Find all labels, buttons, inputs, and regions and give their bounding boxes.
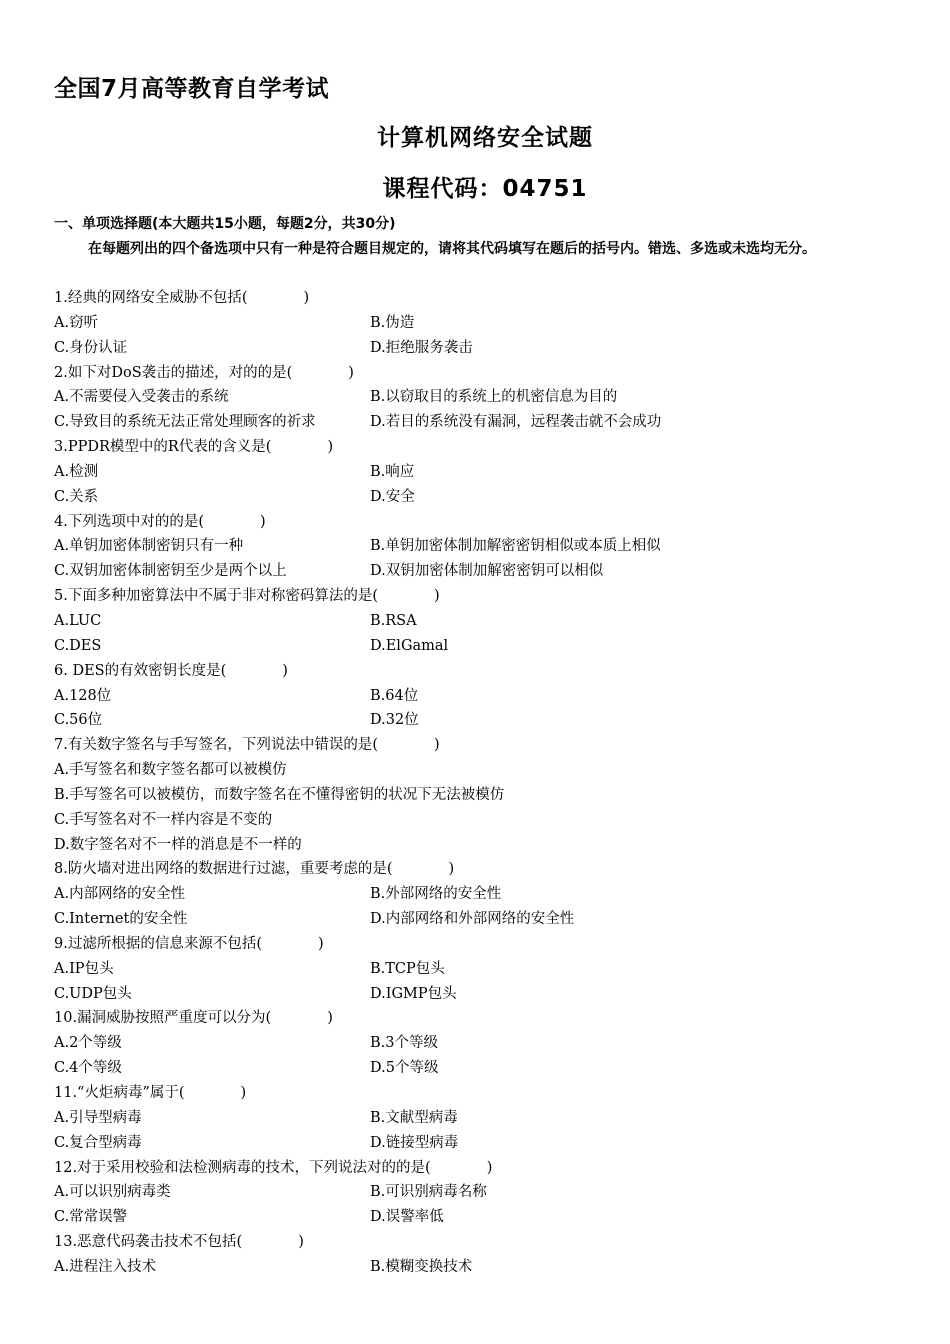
option-row — [54, 1131, 914, 1156]
option-row — [54, 708, 914, 733]
answer-paren-close: ) — [327, 1010, 333, 1027]
question-text: 3.PPDR模型中的R代表的含义是( — [54, 439, 272, 456]
option-row — [54, 808, 914, 833]
subject-title: 计算机网络安全试题 — [377, 125, 593, 151]
answer-option: D.5个等级 — [370, 1060, 439, 1077]
option-row — [54, 1106, 914, 1131]
answer-option: D.IGMP包头 — [370, 985, 457, 1002]
question-stem — [54, 510, 914, 535]
question-text: 7.有关数字签名与手写签名，下列说法中错误的是( — [54, 737, 378, 754]
answer-option: D.32位 — [370, 712, 419, 729]
question-stem — [54, 659, 914, 684]
answer-option: C.身份认证 — [54, 339, 128, 356]
answer-option: A.可以识别病毒类 — [54, 1184, 171, 1201]
answer-option: A.内部网络的安全性 — [54, 886, 186, 903]
answer-option: A.LUC — [54, 612, 102, 629]
answer-paren-close: ) — [448, 861, 455, 878]
answer-option: A.2个等级 — [54, 1035, 122, 1052]
option-row — [54, 311, 914, 336]
answer-option: B.手写签名可以被模仿，而数字签名在不懂得密钥的状况下无法被模仿 — [54, 786, 505, 803]
answer-option: B.以窃取目的系统上的机密信息为目的 — [370, 389, 618, 406]
option-row — [54, 783, 914, 808]
option-row — [54, 609, 914, 634]
option-row — [54, 758, 914, 783]
question-stem — [54, 1006, 914, 1031]
answer-option: A.IP包头 — [54, 960, 114, 977]
answer-option: C.关系 — [54, 488, 99, 505]
answer-option: A.检测 — [54, 463, 99, 480]
answer-paren-close: ) — [318, 935, 324, 952]
answer-option: C.Internet的安全性 — [54, 911, 188, 928]
option-row — [54, 957, 914, 982]
answer-option: C.56位 — [54, 712, 103, 729]
section-heading: 一、单项选择题(本大题共15小题，每题2分，共30分) — [54, 216, 396, 232]
question-text: 6. DES的有效密钥长度是( — [54, 662, 227, 679]
question-stem — [54, 857, 914, 882]
question-stem — [54, 435, 914, 460]
answer-option: B.可识别病毒名称 — [370, 1184, 487, 1201]
option-row — [54, 1205, 914, 1230]
question-stem — [54, 286, 914, 311]
answer-option: A.128位 — [54, 687, 112, 704]
answer-option: D.拒绝服务袭击 — [370, 339, 473, 356]
question-stem — [54, 361, 914, 386]
answer-paren-close: ) — [486, 1159, 493, 1176]
question-text: 8.防火墙对进出网络的数据进行过滤，重要考虑的是( — [54, 861, 393, 878]
answer-option: B.文献型病毒 — [370, 1109, 458, 1126]
answer-option: D.数字签名对不一样的消息是不一样的 — [54, 836, 302, 853]
option-row — [54, 1255, 914, 1280]
option-row — [54, 982, 914, 1007]
answer-option: A.进程注入技术 — [54, 1258, 157, 1275]
answer-option: B.64位 — [370, 687, 419, 704]
question-text: 10.漏洞威胁按照严重度可以分为( — [54, 1010, 272, 1027]
question-list — [54, 286, 914, 1280]
question-stem — [54, 1230, 914, 1255]
answer-paren-close: ) — [303, 290, 310, 306]
answer-paren-close: ) — [348, 364, 354, 381]
answer-option: C.双钥加密体制密钥至少是两个以上 — [54, 563, 287, 580]
question-text: 13.恶意代码袭击技术不包括( — [54, 1234, 243, 1251]
answer-paren-close: ) — [327, 439, 334, 456]
answer-option: D.ElGamal — [370, 637, 449, 654]
answer-option: D.双钥加密体制加解密密钥可以相似 — [370, 563, 604, 580]
course-code: 课程代码：04751 — [382, 176, 588, 202]
answer-option: D.误警率低 — [370, 1209, 444, 1226]
answer-option: C.复合型病毒 — [54, 1134, 142, 1151]
answer-option: B.单钥加密体制加解密密钥相似或本质上相似 — [370, 538, 661, 555]
answer-option: B.TCP包头 — [370, 960, 445, 977]
answer-option: B.响应 — [370, 463, 415, 480]
option-row — [54, 1180, 914, 1205]
question-stem — [54, 932, 914, 957]
question-text: 4.下列选项中对的的是( — [54, 513, 204, 530]
answer-paren-close: ) — [298, 1234, 304, 1251]
option-row — [54, 485, 914, 510]
question-stem — [54, 1081, 914, 1106]
option-row — [54, 460, 914, 485]
answer-option: C.4个等级 — [54, 1060, 122, 1077]
question-stem — [54, 733, 914, 758]
section-instructions: 在每题列出的四个备选项中只有一种是符合题目规定的，请将其代码填写在题后的括号内。错选、多选或未选均无分。 — [88, 241, 816, 257]
question-text: 2.如下对DoS袭击的描述，对的的是( — [54, 364, 293, 381]
answer-option: C.常常误警 — [54, 1209, 128, 1226]
option-row — [54, 882, 914, 907]
option-row — [54, 907, 914, 932]
question-text: 5.下面多种加密算法中不属于非对称密码算法的是( — [54, 588, 378, 605]
answer-option: D.内部网络和外部网络的安全性 — [370, 911, 575, 928]
answer-option: B.模糊变换技术 — [370, 1258, 473, 1275]
option-row — [54, 634, 914, 659]
answer-paren-close: ) — [434, 588, 440, 605]
answer-option: B.RSA — [370, 612, 417, 629]
answer-option: C.导致目的系统无法正常处理顾客的祈求 — [54, 414, 316, 431]
answer-option: C.UDP包头 — [54, 985, 132, 1002]
answer-option: D.安全 — [370, 488, 415, 505]
question-text: 11.“火炬病毒”属于( — [54, 1085, 185, 1101]
question-stem — [54, 584, 914, 609]
answer-option: D.链接型病毒 — [370, 1134, 459, 1151]
question-text: 9.过滤所根据的信息来源不包括( — [54, 935, 262, 952]
option-row — [54, 684, 914, 709]
option-row — [54, 833, 914, 858]
question-text: 12.对于采用校验和法检测病毒的技术，下列说法对的的是( — [54, 1159, 431, 1176]
answer-option: C.手写签名对不一样内容是不变的 — [54, 811, 273, 828]
answer-paren-close: ) — [434, 737, 440, 754]
answer-paren-close: ) — [260, 513, 266, 530]
answer-paren-close: ) — [240, 1085, 247, 1101]
option-row — [54, 534, 914, 559]
answer-option: A.引导型病毒 — [54, 1109, 142, 1126]
answer-option: A.单钥加密体制密钥只有一种 — [54, 538, 244, 555]
option-row — [54, 336, 914, 361]
option-row — [54, 385, 914, 410]
answer-option: D.若目的系统没有漏洞，远程袭击就不会成功 — [370, 414, 662, 431]
option-row — [54, 1056, 914, 1081]
answer-paren-close: ) — [282, 662, 288, 679]
answer-option: A.不需要侵入受袭击的系统 — [54, 389, 229, 406]
exam-title: 全国7月高等教育自学考试 — [54, 76, 330, 102]
question-stem — [54, 1156, 914, 1181]
option-row — [54, 1031, 914, 1056]
answer-option: B.伪造 — [370, 314, 415, 331]
answer-option: A.手写签名和数字签名都可以被模仿 — [54, 762, 287, 779]
option-row — [54, 559, 914, 584]
question-text: 1.经典的网络安全威胁不包括( — [54, 290, 248, 306]
answer-option: C.DES — [54, 637, 102, 654]
answer-option: B.外部网络的安全性 — [370, 886, 502, 903]
answer-option: B.3个等级 — [370, 1035, 438, 1052]
answer-option: A.窃听 — [54, 314, 99, 331]
option-row — [54, 410, 914, 435]
